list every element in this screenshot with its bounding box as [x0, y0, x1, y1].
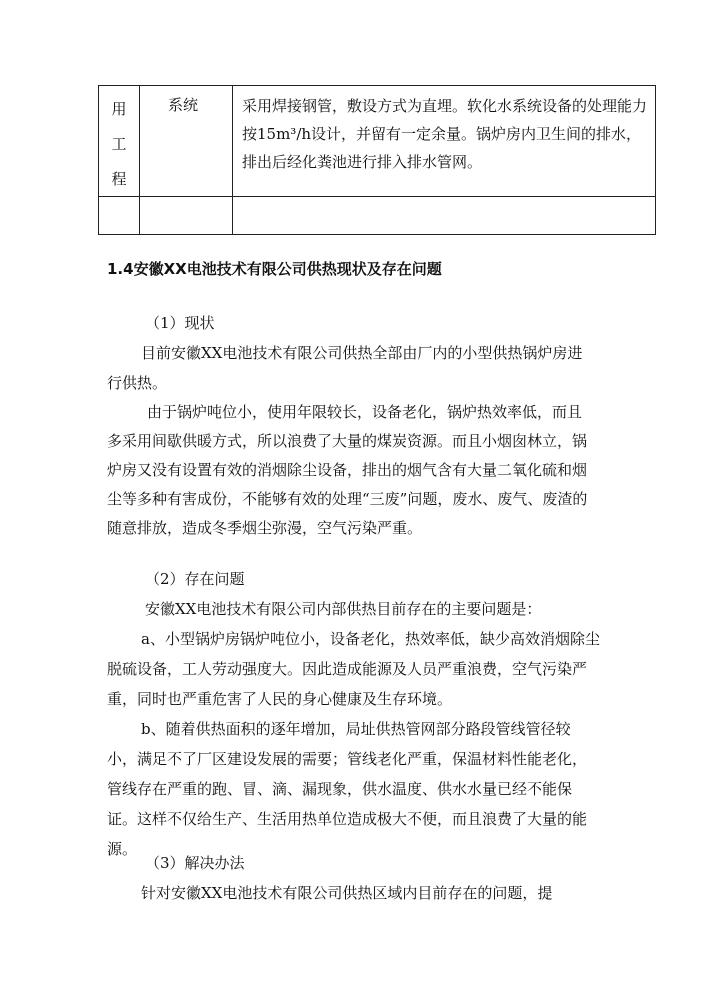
- table-border-bottom: [98, 234, 656, 235]
- section-heading: 1.4安徽XX电池技术有限公司供热现状及存在问题: [107, 260, 442, 278]
- table-border-left: [98, 85, 99, 235]
- paragraph-status-2: 由于锅炉吨位小，使用年限较长，设备老化，锅炉热效率低，而且多采用间歇供暖方式，所以浪费了大量的煤炭资源。而且小烟囱林立，锅炉房又没有设置有效的消烟除尘设备，排出的烟气含有大量二氧化硫和烟尘等多种有害成份，不能够有效的处理“三废”问题，废水、废气、废渣的随意排放，造成冬季烟尘弥漫，空气污染严重。: [107, 403, 588, 537]
- paragraph-problem-b: b、随着供热面积的逐年增加，局址供热管网部分路段管线管径较小，满足不了厂区建设发展的需要；管线老化严重，保温材料性能老化，管线存在严重的跑、冒、滴、漏现象，供水温度、供水水量已经不能保证。这样不仅给生产、生活用热单位造成极大不便，而且浪费了大量的能源。: [107, 720, 588, 858]
- table-border-right: [655, 85, 656, 235]
- table-divider-1: [139, 85, 140, 235]
- spec-table: [0, 0, 703, 240]
- table-border-top: [98, 85, 656, 86]
- table-cell-description: 采用焊接钢管，敷设方式为直埋。软化水系统设备的处理能力按15m³/h设计，并留有一定余量。锅炉房内卫生间的排水，排出后经化粪池进行排入排水管网。: [242, 97, 648, 171]
- table-border-mid: [98, 196, 656, 197]
- paragraph-solution-1: 针对安徽XX电池技术有限公司供热区域内目前存在的问题，提: [141, 884, 553, 902]
- table-divider-2: [232, 85, 233, 235]
- paragraph-problems-intro: 安徽XX电池技术有限公司内部供热目前存在的主要问题是：: [145, 600, 542, 618]
- table-cell-item: 系统: [168, 96, 199, 114]
- subsection-title-problems: （2）存在问题: [145, 570, 245, 588]
- paragraph-problem-a: a、小型锅炉房锅炉吨位小，设备老化，热效率低，缺少高效消烟除尘脱硫设备，工人劳动强度大。因此造成能源及人员严重浪费，空气污染严重，同时也严重危害了人民的身心健康及生存环境。: [107, 630, 600, 708]
- table-cell-category: 用工程: [111, 100, 127, 188]
- paragraph-status-1: 目前安徽XX电池技术有限公司供热全部由厂内的小型供热锅炉房进行供热。: [107, 344, 583, 392]
- subsection-title-solution: （3）解决办法: [145, 854, 245, 872]
- subsection-title-status: （1）现状: [145, 314, 215, 332]
